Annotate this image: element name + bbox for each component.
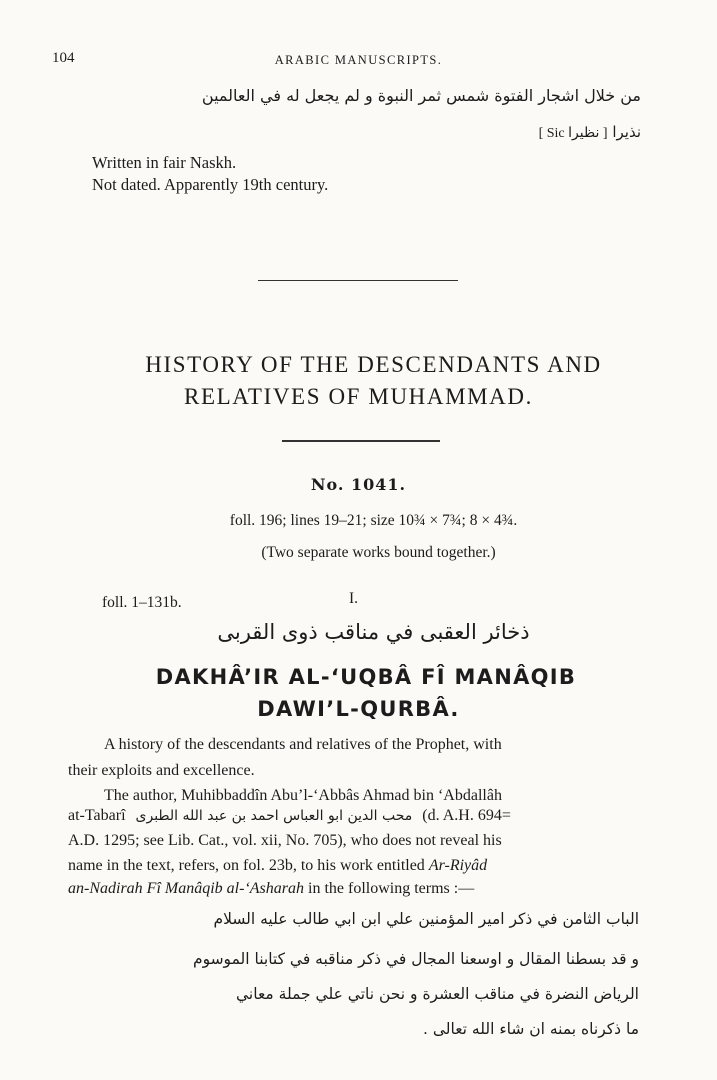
author-name-arabic: محب الدين ابو العباس احمد بن عبد الله الطبرى — [135, 808, 413, 824]
prev-arabic-word: نذيرا — [612, 123, 641, 141]
body-line-4 — [68, 807, 511, 825]
script-note: Written in fair Naskh. — [92, 153, 237, 172]
part-folios: foll. 1–131b. — [102, 594, 182, 611]
arabic-quote-line-4: ما ذكرناه بمنه ان شاء الله تعالى . — [422, 1020, 639, 1038]
binding-note: (Two separate works bound together.) — [261, 544, 496, 561]
body-line-5: A.D. 1295; see Lib. Cat., vol. xii, No. 705), who does not reveal his — [68, 832, 502, 849]
sic-note: [ Sic نظيرا ] — [538, 126, 608, 141]
section-divider-top — [258, 280, 458, 281]
body-line-6-text: name in the text, refers, on fol. 23b, to his work entitled — [68, 857, 425, 874]
body-line-6 — [68, 857, 487, 875]
arabic-quote-line-2: و قد بسطنا المقال و اوسعنا المجال في ذكر مناقبه في كتابنا الموسوم — [192, 950, 639, 968]
work-title-line-2: DAWI’L-QURBÂ. — [257, 697, 460, 721]
work-title-line-1: DAKHÂ’IR AL-‘UQBÂ FÎ MANÂQIB — [155, 665, 577, 689]
body-line-2: their exploits and excellence. — [68, 762, 255, 779]
arabic-quote-line-1: الباب الثامن في ذكر امير المؤمنين علي ابن ابي طالب عليه السلام — [213, 910, 639, 928]
riyad-title-part-2: an-Nadirah Fî Manâqib al-‘Asharah — [68, 880, 304, 897]
section-title-line-1: HISTORY OF THE DESCENDANTS AND — [145, 352, 602, 377]
riyad-title-part-1: Ar-Riyâd — [428, 857, 488, 874]
prev-arabic-line-2 — [539, 123, 641, 142]
section-title-line-2: RELATIVES OF MUHAMMAD. — [184, 384, 533, 409]
part-numeral: I. — [349, 590, 359, 607]
body-line-7 — [68, 880, 474, 898]
author-nisba: at-Tabarî — [68, 807, 126, 824]
body-line-7-text: in the following terms :— — [308, 880, 475, 897]
date-note: Not dated. Apparently 19th century. — [92, 175, 329, 194]
page-number: 104 — [52, 50, 75, 66]
arabic-work-title: ذخائر العقبى في مناقب ذوى القربى — [217, 620, 530, 644]
running-head: ARABIC MANUSCRIPTS. — [274, 53, 443, 67]
body-line-3: The author, Muhibbaddîn Abu’l-‘Abbâs Ahmad bin ‘Abdallâh — [104, 787, 502, 804]
folio-description: foll. 196; lines 19–21; size 10¾ × 7¾; 8 × 4¾. — [229, 512, 518, 529]
title-underline — [282, 440, 440, 442]
entry-number: No. 1041. — [310, 475, 407, 494]
prev-arabic-line-1: من خلال اشجار الفتوة شمس ثمر النبوة و لم يجعل له في العالمين — [201, 86, 641, 105]
body-line-1: A history of the descendants and relatives of the Prophet, with — [104, 736, 502, 753]
arabic-quote-line-3: الرياض النضرة في مناقب العشرة و نحن ناتي علي جملة معاني — [235, 985, 639, 1003]
death-date: (d. A.H. 694= — [422, 807, 511, 824]
